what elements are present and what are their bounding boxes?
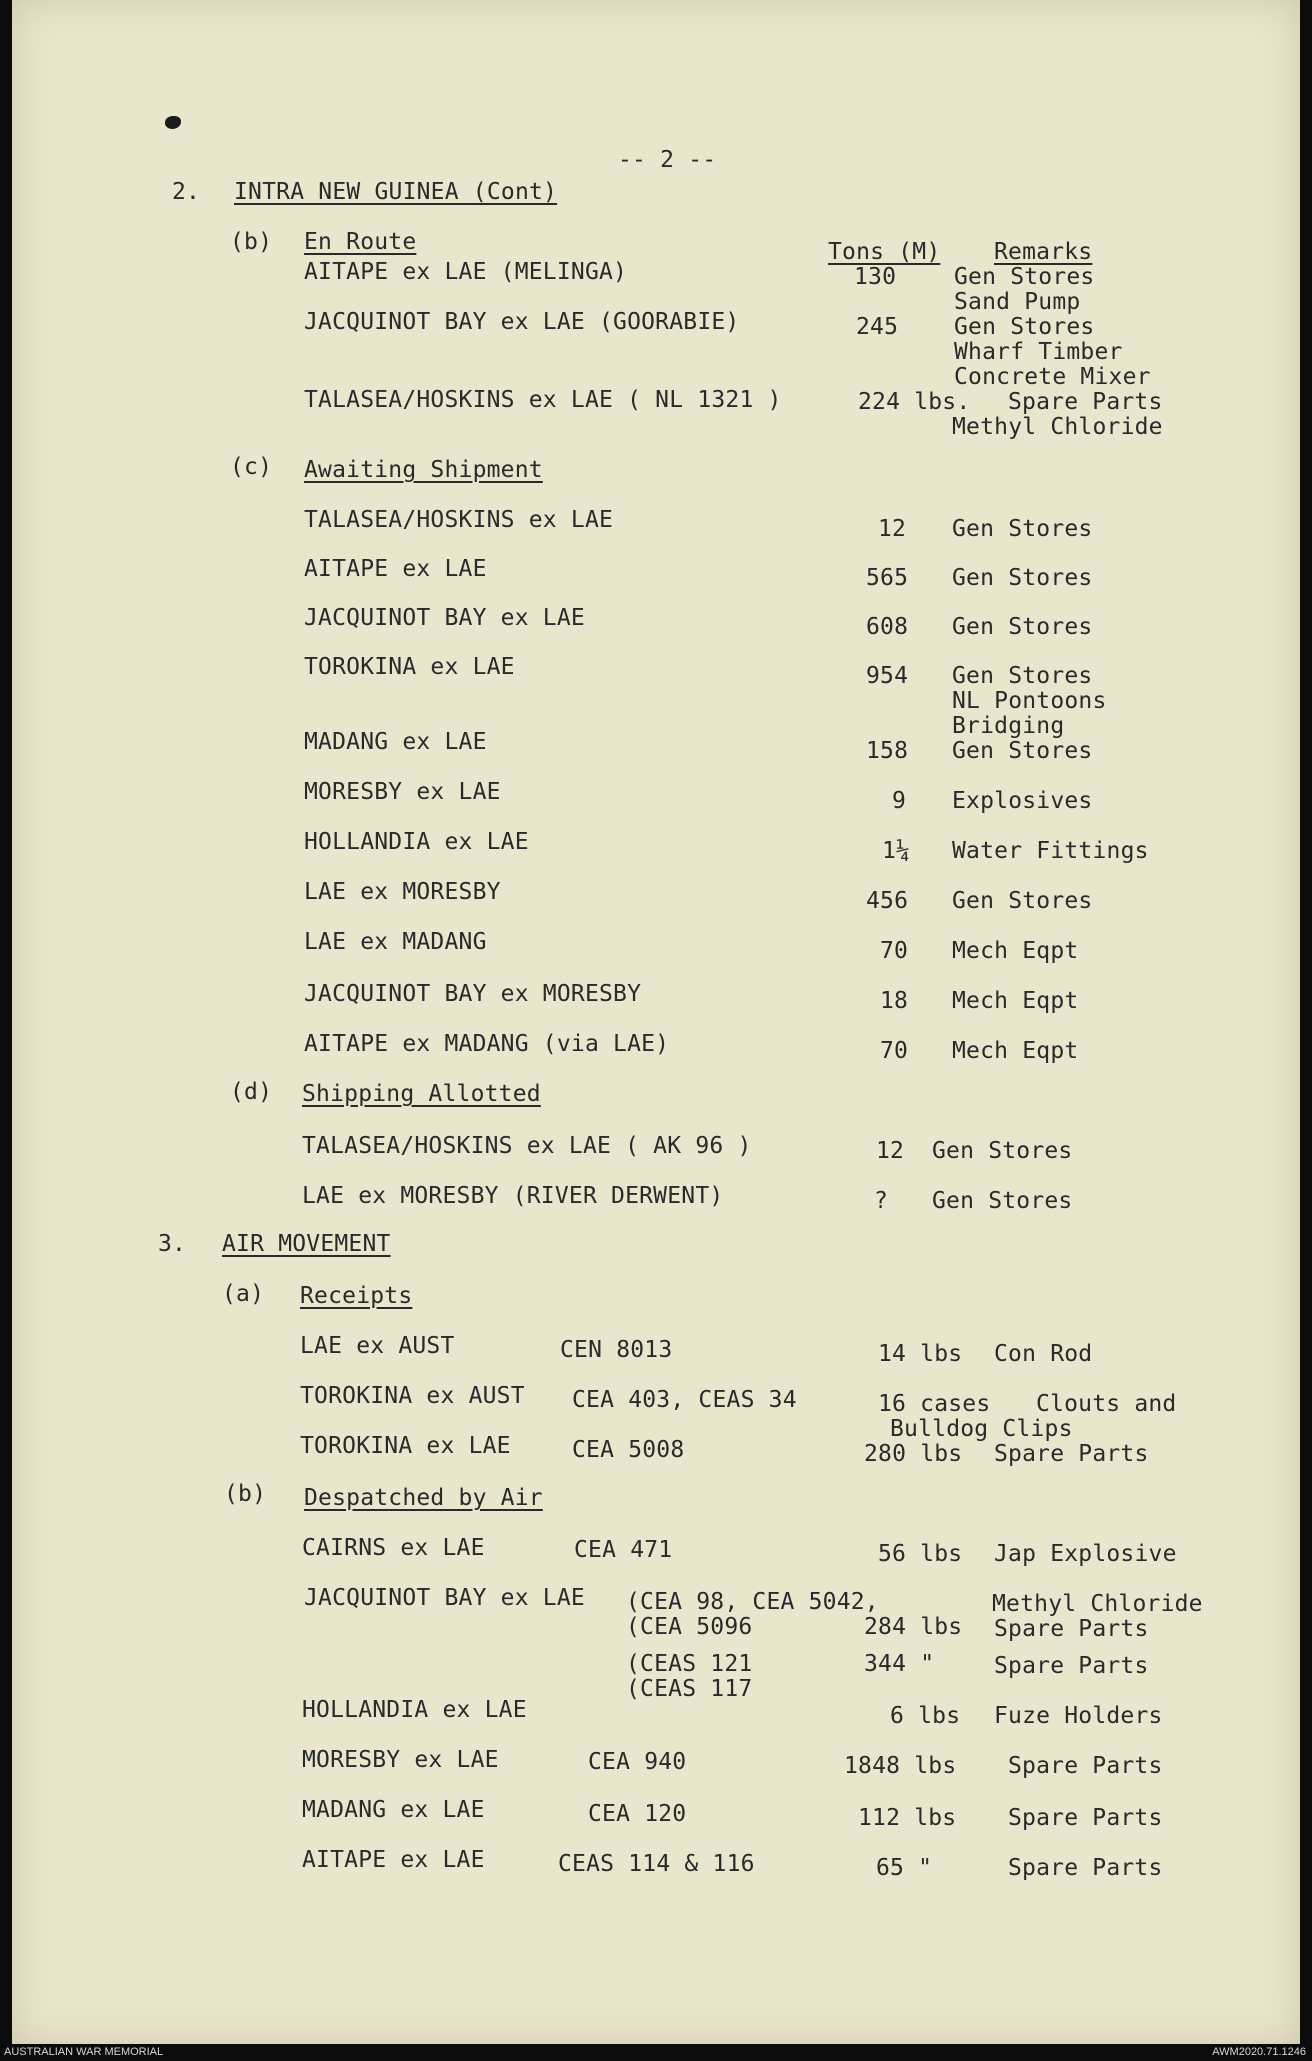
row-tons: 9 bbox=[892, 788, 907, 814]
subsection-2d-heading: Shipping Allotted bbox=[302, 1081, 541, 1107]
row-ref: CEA 471 bbox=[574, 1537, 673, 1563]
row-tons: 70 bbox=[880, 938, 909, 964]
row-remark: Bridging bbox=[952, 713, 1065, 739]
row-ref: CEA 940 bbox=[588, 1749, 687, 1775]
row-remark: Gen Stores bbox=[952, 614, 1093, 640]
row-remark: Water Fittings bbox=[952, 838, 1149, 864]
subsection-3a-heading: Receipts bbox=[300, 1283, 413, 1309]
archive-reference: AWM2020.71.1246 bbox=[1212, 2046, 1306, 2058]
row-ref: (CEA 5096 bbox=[626, 1614, 753, 1640]
row-remark: Mech Eqpt bbox=[952, 1038, 1079, 1064]
row-dest: JACQUINOT BAY ex LAE bbox=[304, 605, 585, 631]
row-remark: Jap Explosive bbox=[994, 1541, 1177, 1567]
row-remark: Gen Stores bbox=[952, 663, 1093, 689]
row-dest: TALASEA/HOSKINS ex LAE bbox=[304, 507, 614, 533]
row-remark: Wharf Timber bbox=[954, 339, 1123, 365]
row-remark: Gen Stores bbox=[954, 264, 1095, 290]
row-dest: TOROKINA ex LAE bbox=[304, 654, 515, 680]
row-remark: Bulldog Clips bbox=[890, 1416, 1073, 1442]
row-tons: 954 bbox=[866, 663, 909, 689]
row-dest: MADANG ex LAE bbox=[302, 1797, 485, 1823]
row-ref: (CEAS 117 bbox=[626, 1676, 753, 1702]
punch-hole-mark bbox=[165, 116, 181, 129]
row-remark: Gen Stores bbox=[952, 888, 1093, 914]
row-dest: LAE ex MORESBY bbox=[304, 879, 501, 905]
subsection-2b-heading: En Route bbox=[304, 229, 417, 255]
row-remark: Spare Parts bbox=[994, 1441, 1149, 1467]
document-page bbox=[12, 0, 1300, 2044]
row-dest: JACQUINOT BAY ex LAE bbox=[304, 1585, 585, 1611]
row-qty: 14 lbs bbox=[878, 1341, 963, 1367]
row-dest: TOROKINA ex AUST bbox=[300, 1383, 525, 1409]
section-2-title: INTRA NEW GUINEA (Cont) bbox=[234, 179, 558, 205]
row-dest: HOLLANDIA ex LAE bbox=[304, 829, 529, 855]
row-tons: 608 bbox=[866, 614, 909, 640]
subsection-2c-letter: (c) bbox=[230, 454, 273, 480]
row-qty: 56 lbs bbox=[878, 1541, 963, 1567]
row-remark: Methyl Chloride bbox=[992, 1591, 1203, 1617]
row-dest: LAE ex MORESBY (RIVER DERWENT) bbox=[302, 1183, 724, 1209]
row-remark: Gen Stores bbox=[952, 565, 1093, 591]
row-qty: 16 cases bbox=[878, 1391, 991, 1417]
row-tons: 224 lbs. bbox=[858, 389, 971, 415]
row-remark: Clouts and bbox=[1036, 1391, 1177, 1417]
row-dest: LAE ex MADANG bbox=[304, 929, 487, 955]
row-remark: Concrete Mixer bbox=[954, 364, 1151, 390]
row-remark: Con Rod bbox=[994, 1341, 1093, 1367]
row-remark: Gen Stores bbox=[952, 738, 1093, 764]
row-ref: (CEAS 121 bbox=[626, 1651, 753, 1677]
row-tons: 1¼ bbox=[882, 838, 911, 864]
row-dest: CAIRNS ex LAE bbox=[302, 1535, 485, 1561]
row-ref: CEN 8013 bbox=[560, 1337, 673, 1363]
row-qty: 112 lbs bbox=[858, 1805, 957, 1831]
subsection-2b-letter: (b) bbox=[230, 229, 273, 255]
row-tons: 12 bbox=[876, 1138, 905, 1164]
row-remark: Spare Parts bbox=[1008, 389, 1163, 415]
row-remark: Mech Eqpt bbox=[952, 988, 1079, 1014]
section-3-number: 3. bbox=[158, 1231, 187, 1257]
row-remark: Spare Parts bbox=[994, 1653, 1149, 1679]
row-ref: CEA 120 bbox=[588, 1801, 687, 1827]
column-header-tons: Tons (M) bbox=[828, 239, 941, 265]
row-dest: TALASEA/HOSKINS ex LAE ( NL 1321 ) bbox=[304, 387, 782, 413]
subsection-3b-letter: (b) bbox=[224, 1481, 267, 1507]
row-remark: Sand Pump bbox=[954, 289, 1081, 315]
row-dest: MORESBY ex LAE bbox=[302, 1747, 499, 1773]
page-number: -- 2 -- bbox=[618, 147, 717, 173]
row-dest: JACQUINOT BAY ex LAE (GOORABIE) bbox=[304, 309, 740, 335]
row-remark: Explosives bbox=[952, 788, 1093, 814]
row-remark: Gen Stores bbox=[932, 1138, 1073, 1164]
row-remark: Fuze Holders bbox=[994, 1703, 1163, 1729]
row-qty: 284 lbs bbox=[864, 1614, 963, 1640]
section-2-number: 2. bbox=[172, 179, 201, 205]
row-dest: AITAPE ex LAE bbox=[304, 556, 487, 582]
row-remark: Mech Eqpt bbox=[952, 938, 1079, 964]
row-remark: Gen Stores bbox=[932, 1188, 1073, 1214]
row-remark: Methyl Chloride bbox=[952, 414, 1163, 440]
row-dest: AITAPE ex LAE (MELINGA) bbox=[304, 259, 628, 285]
row-dest: AITAPE ex LAE bbox=[302, 1847, 485, 1873]
archive-credit: AUSTRALIAN WAR MEMORIAL bbox=[4, 2046, 164, 2058]
row-dest: MORESBY ex LAE bbox=[304, 779, 501, 805]
row-remark: Spare Parts bbox=[1008, 1805, 1163, 1831]
row-ref: CEA 5008 bbox=[572, 1437, 685, 1463]
row-qty: 1848 lbs bbox=[844, 1753, 957, 1779]
row-remark: Spare Parts bbox=[1008, 1855, 1163, 1881]
row-qty: 65 " bbox=[876, 1855, 933, 1881]
row-remark: Spare Parts bbox=[994, 1616, 1149, 1642]
row-tons: 158 bbox=[866, 738, 909, 764]
row-tons: 456 bbox=[866, 888, 909, 914]
column-header-remarks: Remarks bbox=[994, 239, 1093, 265]
row-tons: ? bbox=[874, 1188, 889, 1214]
row-dest: TALASEA/HOSKINS ex LAE ( AK 96 ) bbox=[302, 1133, 752, 1159]
row-remark: NL Pontoons bbox=[952, 688, 1107, 714]
subsection-2c-heading: Awaiting Shipment bbox=[304, 457, 543, 483]
row-dest: JACQUINOT BAY ex MORESBY bbox=[304, 981, 642, 1007]
row-dest: LAE ex AUST bbox=[300, 1333, 455, 1359]
row-tons: 12 bbox=[878, 516, 907, 542]
row-tons: 18 bbox=[880, 988, 909, 1014]
row-dest: AITAPE ex MADANG (via LAE) bbox=[304, 1031, 670, 1057]
row-tons: 245 bbox=[856, 314, 899, 340]
row-ref: CEAS 114 & 116 bbox=[558, 1851, 755, 1877]
row-qty: 280 lbs bbox=[864, 1441, 963, 1467]
row-ref: (CEA 98, CEA 5042, bbox=[626, 1589, 879, 1615]
row-dest: MADANG ex LAE bbox=[304, 729, 487, 755]
subsection-2d-letter: (d) bbox=[230, 1079, 273, 1105]
row-tons: 130 bbox=[854, 264, 897, 290]
row-remark: Spare Parts bbox=[1008, 1753, 1163, 1779]
row-ref: CEA 403, CEAS 34 bbox=[572, 1387, 797, 1413]
section-3-title: AIR MOVEMENT bbox=[222, 1231, 391, 1257]
row-remark: Gen Stores bbox=[954, 314, 1095, 340]
row-remark: Gen Stores bbox=[952, 516, 1093, 542]
subsection-3b-heading: Despatched by Air bbox=[304, 1485, 543, 1511]
row-tons: 70 bbox=[880, 1038, 909, 1064]
row-qty: 6 lbs bbox=[890, 1703, 961, 1729]
row-tons: 565 bbox=[866, 565, 909, 591]
row-dest: HOLLANDIA ex LAE bbox=[302, 1697, 527, 1723]
subsection-3a-letter: (a) bbox=[222, 1281, 265, 1307]
row-qty: 344 " bbox=[864, 1651, 935, 1677]
row-dest: TOROKINA ex LAE bbox=[300, 1433, 511, 1459]
